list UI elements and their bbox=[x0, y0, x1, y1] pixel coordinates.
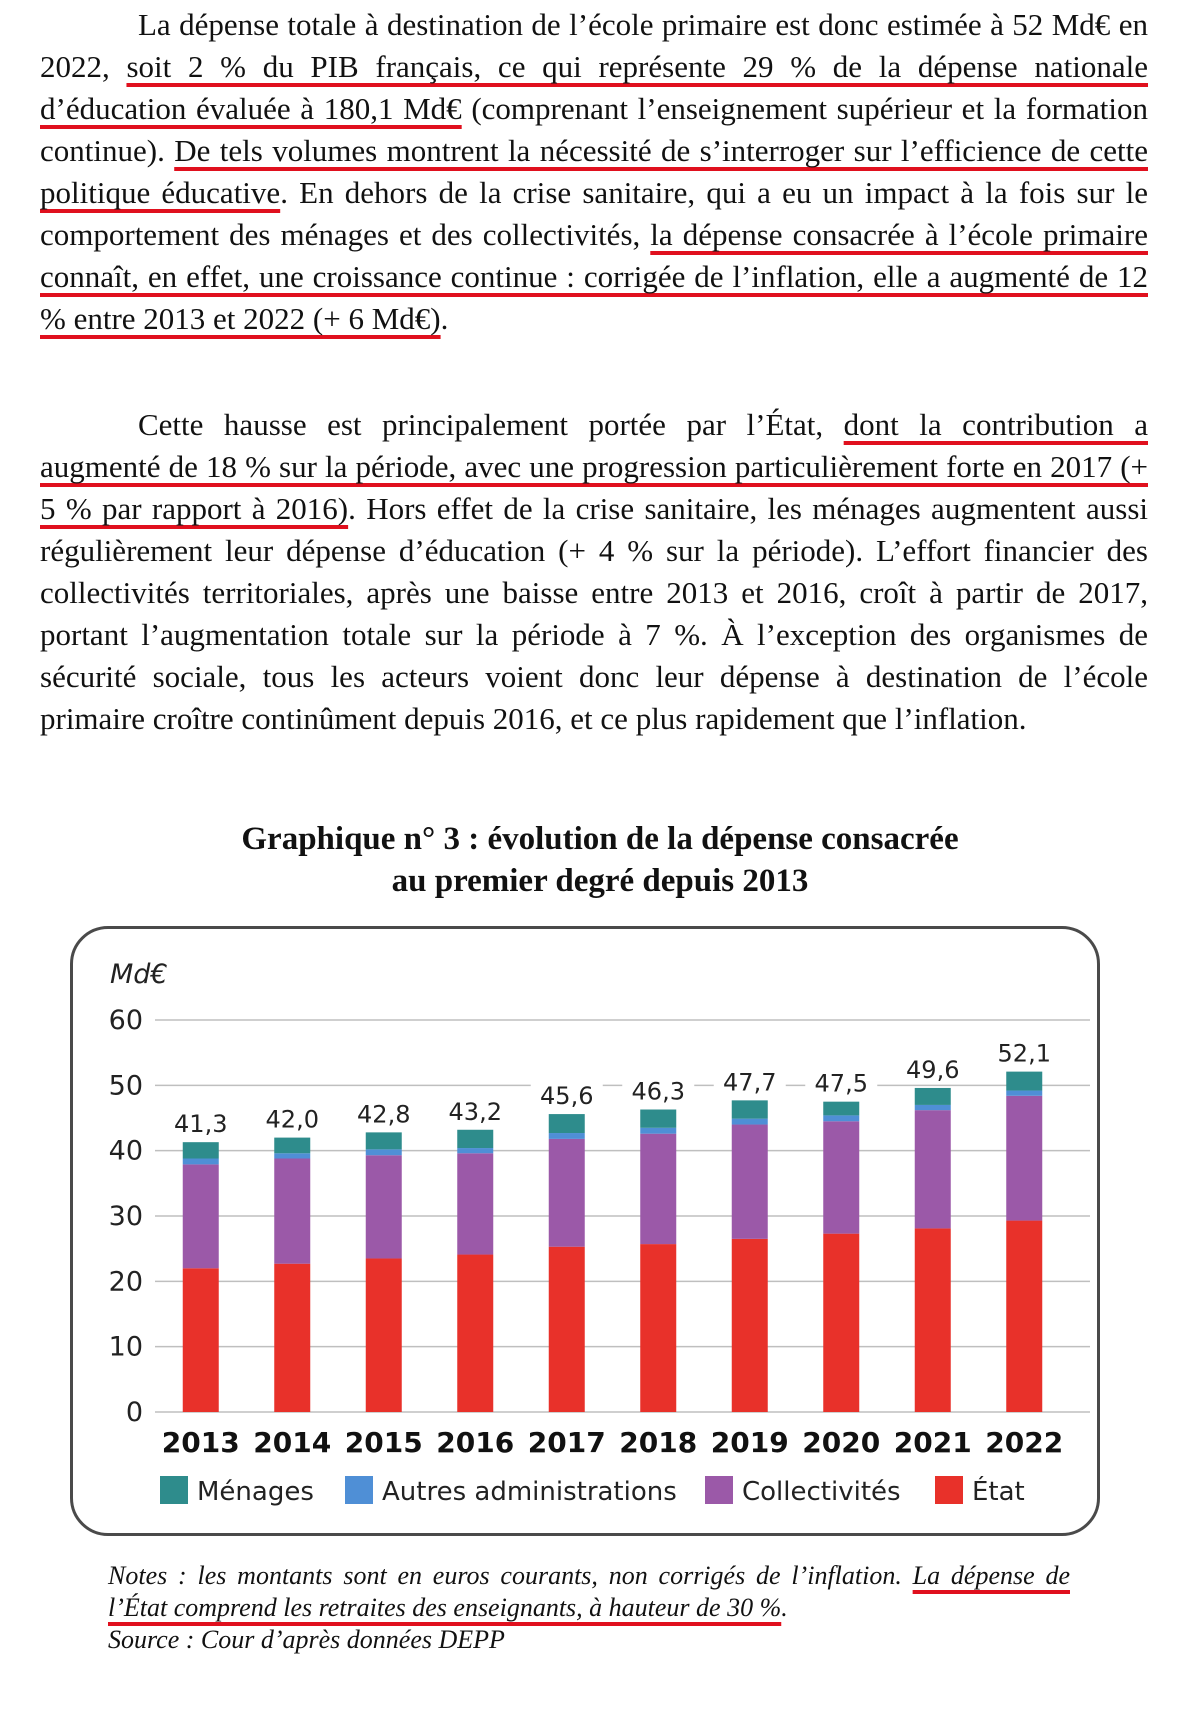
chart-notes bbox=[108, 1560, 1070, 1656]
bar-2019-collectivit-s bbox=[732, 1125, 768, 1239]
total-label-2014: 42,0 bbox=[265, 1105, 319, 1134]
x-tick-label-2014: 2014 bbox=[253, 1426, 332, 1459]
bar-2017-m-nages bbox=[549, 1114, 585, 1133]
bar-2014-m-nages bbox=[274, 1138, 310, 1154]
y-tick-label-0: 0 bbox=[125, 1397, 143, 1428]
bar-2013-collectivit-s bbox=[183, 1164, 219, 1268]
y-tick-label-20: 20 bbox=[108, 1266, 143, 1298]
total-label-2021: 49,6 bbox=[906, 1055, 960, 1084]
bar-2022-collectivit-s bbox=[1006, 1096, 1042, 1221]
bar-2017-autres-administrations bbox=[549, 1133, 585, 1139]
bar-2015--tat bbox=[366, 1258, 402, 1412]
total-label-2013: 41,3 bbox=[174, 1110, 228, 1139]
bar-2018-autres-administrations bbox=[640, 1128, 676, 1134]
x-tick-label-2019: 2019 bbox=[710, 1426, 789, 1459]
bar-2018-collectivit-s bbox=[640, 1134, 676, 1244]
x-tick-label-2016: 2016 bbox=[436, 1426, 515, 1459]
bar-2014--tat bbox=[274, 1264, 310, 1412]
bar-2021-m-nages bbox=[915, 1088, 951, 1105]
bar-2018-m-nages bbox=[640, 1110, 676, 1128]
y-tick-label-60: 60 bbox=[108, 1005, 143, 1036]
p2-text-2: . Hors effet de la crise sanitaire, les ménages augmentent aussi régulièrement leur dépense d’éducation (+ 4 % sur la période). L’effort financier des collectivités territoriales, après une baisse entre 2013 et 2016, croît à partir de 2017, portant l’augmentation totale sur la période à 7 %. À l’exception des organismes de sécurité sociale, tous les acteurs voient donc leur dépense à destination de l’école primaire croître continûment depuis 2016, et ce plus rapidement que l’inflation. bbox=[40, 491, 1148, 736]
bar-2016-collectivit-s bbox=[457, 1153, 493, 1254]
p1-text-2: (comprenant l’enseignement supérieur et la formation continue). bbox=[40, 91, 1148, 168]
bar-2022-m-nages bbox=[1006, 1072, 1042, 1091]
total-label-2018: 46,3 bbox=[631, 1077, 685, 1106]
bar-2018--tat bbox=[640, 1244, 676, 1412]
bar-2014-collectivit-s bbox=[274, 1159, 310, 1264]
bar-2021-collectivit-s bbox=[915, 1110, 951, 1228]
total-label-2022: 52,1 bbox=[997, 1039, 1051, 1068]
p1-highlight-2: De tels volumes montrent la nécessité de s’interroger sur l’efficience de cette politique éducative bbox=[40, 133, 1148, 210]
bar-2016-m-nages bbox=[457, 1130, 493, 1148]
p1-text-1: La dépense totale à destination de l’école primaire est donc estimée à 52 Md€ en 2022, bbox=[40, 7, 1148, 84]
p2-highlight-1: dont la contribution a augmenté de 18 % sur la période, avec une progression particulièrement forte en 2017 (+ 5 % par rapport à 2016) bbox=[40, 407, 1148, 526]
total-label-2016: 43,2 bbox=[448, 1097, 502, 1126]
x-tick-label-2018: 2018 bbox=[619, 1426, 698, 1459]
bar-2013--tat bbox=[183, 1268, 219, 1412]
legend-label-collectivit-s: Collectivités bbox=[742, 1477, 901, 1507]
bar-2015-collectivit-s bbox=[366, 1155, 402, 1258]
bar-2016-autres-administrations bbox=[457, 1148, 493, 1153]
p2-text-1: Cette hausse est principalement portée par l’État, bbox=[138, 407, 844, 442]
bar-2020-collectivit-s bbox=[823, 1121, 859, 1233]
legend-swatch-autres-administrations bbox=[345, 1476, 373, 1504]
total-label-2017: 45,6 bbox=[540, 1082, 594, 1111]
bar-2022--tat bbox=[1006, 1221, 1042, 1412]
bar-2020-autres-administrations bbox=[823, 1115, 859, 1121]
legend-label--tat: État bbox=[972, 1477, 1025, 1507]
bar-2013-m-nages bbox=[183, 1142, 219, 1158]
legend-swatch-m-nages bbox=[160, 1476, 188, 1504]
total-label-2019: 47,7 bbox=[723, 1068, 777, 1097]
p1-text-4: . bbox=[440, 301, 449, 336]
bar-2015-m-nages bbox=[366, 1132, 402, 1149]
bar-2014-autres-administrations bbox=[274, 1153, 310, 1158]
bar-2017-collectivit-s bbox=[549, 1139, 585, 1247]
chart-title-line-1: Graphique n° 3 : évolution de la dépense consacrée bbox=[241, 821, 959, 857]
bar-2019-autres-administrations bbox=[732, 1119, 768, 1125]
p1-text-3: . En dehors de la crise sanitaire, qui a eu un impact à la fois sur le comportement des ménages et des collectivités, bbox=[40, 175, 1148, 252]
y-tick-label-40: 40 bbox=[108, 1135, 143, 1167]
bar-2013-autres-administrations bbox=[183, 1159, 219, 1165]
p1-highlight-3: la dépense consacrée à l’école primaire connaît, en effet, une croissance continue : corrigée de l’inflation, elle a augmenté de 12 % entre 2013 et 2022 (+ 6 Md€) bbox=[40, 217, 1148, 336]
x-tick-label-2020: 2020 bbox=[802, 1426, 881, 1459]
bar-2020-m-nages bbox=[823, 1102, 859, 1116]
x-tick-label-2021: 2021 bbox=[893, 1426, 972, 1459]
bar-2017--tat bbox=[549, 1247, 585, 1412]
x-tick-label-2022: 2022 bbox=[985, 1426, 1064, 1459]
notes-text-2: . bbox=[781, 1593, 788, 1622]
bar-2021--tat bbox=[915, 1228, 951, 1412]
bar-2021-autres-administrations bbox=[915, 1105, 951, 1110]
bar-2020--tat bbox=[823, 1234, 859, 1412]
p1-highlight-1: soit 2 % du PIB français, ce qui représente 29 % de la dépense nationale d’éducation évaluée à 180,1 Md€ bbox=[40, 49, 1149, 126]
y-tick-label-10: 10 bbox=[108, 1331, 143, 1363]
notes-text-1: Notes : les montants sont en euros courants, non corrigés de l’inflation. bbox=[108, 1561, 913, 1590]
total-label-2015: 42,8 bbox=[357, 1100, 411, 1129]
chart-title-line-2: au premier degré depuis 2013 bbox=[391, 863, 809, 899]
bar-2019-m-nages bbox=[732, 1100, 768, 1118]
y-axis-label: Md€ bbox=[110, 959, 168, 990]
bar-2015-autres-administrations bbox=[366, 1149, 402, 1155]
bar-2022-autres-administrations bbox=[1006, 1091, 1042, 1096]
bar-2016--tat bbox=[457, 1255, 493, 1412]
legend-swatch--tat bbox=[935, 1476, 963, 1504]
legend-label-m-nages: Ménages bbox=[197, 1477, 314, 1507]
total-label-2020: 47,5 bbox=[814, 1069, 868, 1098]
legend-swatch-collectivit-s bbox=[705, 1476, 733, 1504]
y-tick-label-50: 50 bbox=[108, 1070, 143, 1102]
x-tick-label-2013: 2013 bbox=[161, 1426, 240, 1459]
y-tick-label-30: 30 bbox=[108, 1201, 143, 1232]
x-tick-label-2015: 2015 bbox=[344, 1426, 423, 1459]
notes-highlight: La dépense de l’État comprend les retraites des enseignants, à hauteur de 30 % bbox=[108, 1561, 1070, 1622]
legend-label-autres-administrations: Autres administrations bbox=[382, 1477, 677, 1507]
x-tick-label-2017: 2017 bbox=[527, 1426, 606, 1459]
chart-source: Source : Cour d’après données DEPP bbox=[108, 1625, 505, 1654]
bar-2019--tat bbox=[732, 1239, 768, 1412]
